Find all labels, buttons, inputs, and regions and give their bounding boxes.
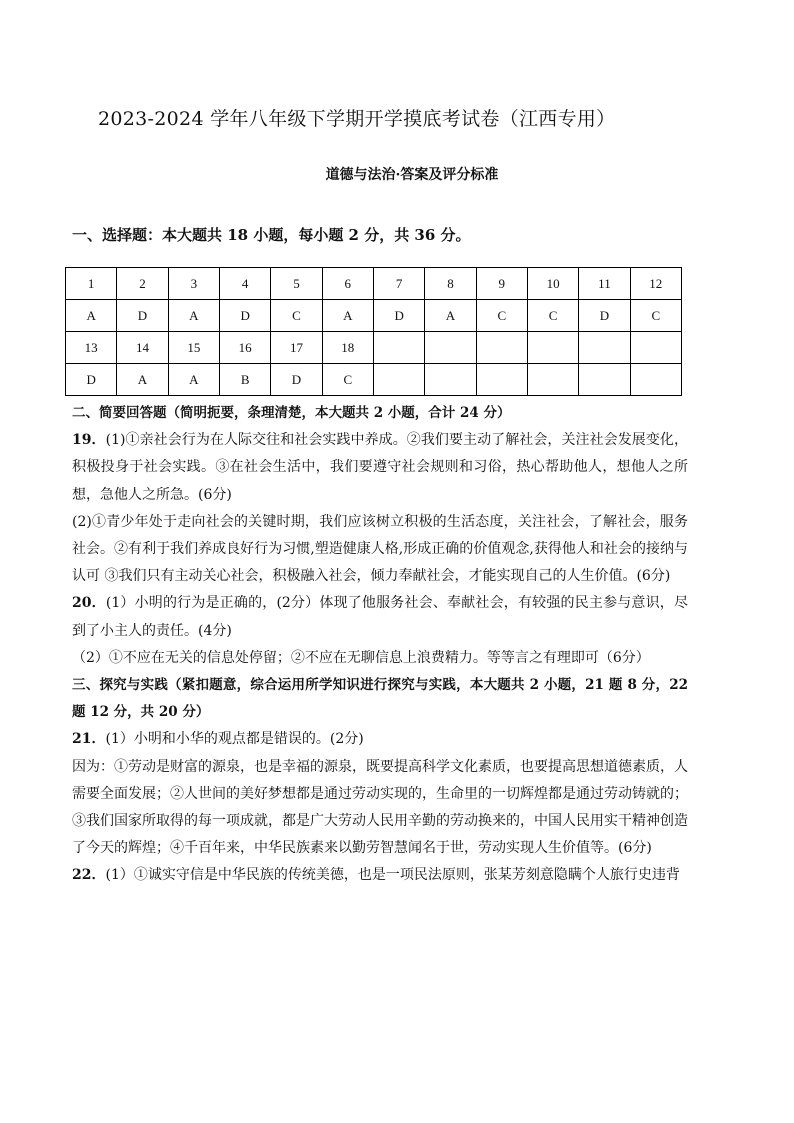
- table-row: [66, 364, 682, 396]
- question-20-part-1: [72, 590, 688, 644]
- table-cell: A: [322, 300, 373, 332]
- table-cell: A: [425, 300, 476, 332]
- answer-table: [65, 267, 682, 396]
- table-cell: [425, 332, 476, 364]
- table-cell: 3: [168, 268, 219, 300]
- table-cell: 16: [219, 332, 270, 364]
- table-cell: A: [66, 300, 117, 332]
- table-cell: 12: [630, 268, 681, 300]
- table-cell: D: [117, 300, 168, 332]
- answer-content: [72, 400, 688, 890]
- table-cell: D: [271, 364, 322, 396]
- table-cell: 13: [66, 332, 117, 364]
- answer-text: (1）小明的行为是正确的，(2分）体现了他服务社会、奉献社会，有较强的民主参与意识，尽到了小主人的责任。(4分): [72, 595, 688, 639]
- section-2-heading: 二、简要回答题（简明扼要，条理清楚，本大题共 2 小题，合计 24 分）: [72, 405, 511, 421]
- table-cell: [425, 364, 476, 396]
- section-3-heading: 三、探究与实践（紧扣题意，综合运用所学知识进行探究与实践，本大题共 2 小题，21 题 8 分，22 题 12 分，共 20 分）: [72, 677, 688, 721]
- table-cell: C: [630, 300, 681, 332]
- table-cell: 18: [322, 332, 373, 364]
- table-cell: A: [168, 300, 219, 332]
- table-cell: 4: [219, 268, 270, 300]
- table-cell: 10: [527, 268, 578, 300]
- document-title: 2023-2024 学年八年级下学期开学摸底考试卷（江西专用）: [98, 108, 616, 130]
- table-cell: 6: [322, 268, 373, 300]
- table-cell: 8: [425, 268, 476, 300]
- table-cell: [476, 364, 527, 396]
- question-number: 22．: [72, 867, 106, 884]
- table-row: [66, 268, 682, 300]
- table-cell: A: [168, 364, 219, 396]
- table-cell: D: [66, 364, 117, 396]
- table-cell: [373, 364, 424, 396]
- table-cell: C: [322, 364, 373, 396]
- question-21-part-1: [72, 726, 688, 753]
- table-cell: [579, 364, 630, 396]
- table-cell: [476, 332, 527, 364]
- table-cell: 14: [117, 332, 168, 364]
- table-cell: [630, 364, 681, 396]
- section-1-heading: 一、选择题：本大题共 18 小题，每小题 2 分，共 36 分。: [72, 226, 471, 244]
- table-cell: 7: [373, 268, 424, 300]
- table-cell: 1: [66, 268, 117, 300]
- table-cell: 5: [271, 268, 322, 300]
- table-cell: [579, 332, 630, 364]
- table-cell: 9: [476, 268, 527, 300]
- question-22-part-1: [72, 862, 688, 889]
- question-19-part-2: (2)①青少年处于走向社会的关键时期，我们应该树立积极的生活态度，关注社会，了解社会，服务社会。②有利于我们养成良好行为习惯,塑造健康人格,形成正确的价值观念,获得他人和社会的接纳与认可 ③我们只有主动关心社会，积极融入社会，倾力奉献社会，才能实现自己的人生价值。(6分): [72, 513, 688, 585]
- question-number: 20．: [72, 595, 106, 612]
- question-21-part-2: 因为：①劳动是财富的源泉，也是幸福的源泉，既要提高科学文化素质，也要提高思想道德素质，人需要全面发展；②人世间的美好梦想都是通过劳动实现的，生命里的一切辉煌都是通过劳动铸就的；③我们国家所取得的每一项成就，都是广大劳动人民用辛勤的劳动换来的，中国人民用实干精神创造了今天的辉煌；④千百年来，中华民族素来以勤劳智慧闻名于世，劳动实现人生价值等。(6分): [72, 758, 688, 857]
- answer-text: (1）①诚实守信是中华民族的传统美德，也是一项民法原则，张某芳刻意隐瞒个人旅行史违背: [105, 867, 680, 884]
- table-cell: [630, 332, 681, 364]
- table-cell: C: [271, 300, 322, 332]
- table-cell: [373, 332, 424, 364]
- table-cell: 15: [168, 332, 219, 364]
- table-cell: [527, 364, 578, 396]
- table-cell: D: [373, 300, 424, 332]
- question-number: 19．: [72, 432, 106, 449]
- table-cell: 17: [271, 332, 322, 364]
- table-cell: C: [527, 300, 578, 332]
- answer-text: (1)①亲社会行为在人际交往和社会实践中养成。②我们要主动了解社会，关注社会发展变化，积极投身于社会实践。③在社会生活中，我们要遵守社会规则和习俗，热心帮助他人，想他人之所想，急他人之所急。(6分): [72, 432, 688, 503]
- table-cell: B: [219, 364, 270, 396]
- table-row: [66, 332, 682, 364]
- question-19-part-1: [72, 427, 688, 509]
- table-cell: D: [579, 300, 630, 332]
- document-subtitle: 道德与法治·答案及评分标准: [325, 167, 499, 183]
- question-number: 21．: [72, 731, 106, 748]
- table-row: [66, 300, 682, 332]
- table-cell: A: [117, 364, 168, 396]
- answer-text: (1）小明和小华的观点都是错误的。(2分): [105, 731, 364, 748]
- table-cell: 2: [117, 268, 168, 300]
- question-20-part-2: （2）①不应在无关的信息处停留；②不应在无聊信息上浪费精力。等等言之有理即可（6分）: [72, 649, 650, 666]
- table-cell: D: [219, 300, 270, 332]
- table-cell: C: [476, 300, 527, 332]
- table-cell: [527, 332, 578, 364]
- table-cell: 11: [579, 268, 630, 300]
